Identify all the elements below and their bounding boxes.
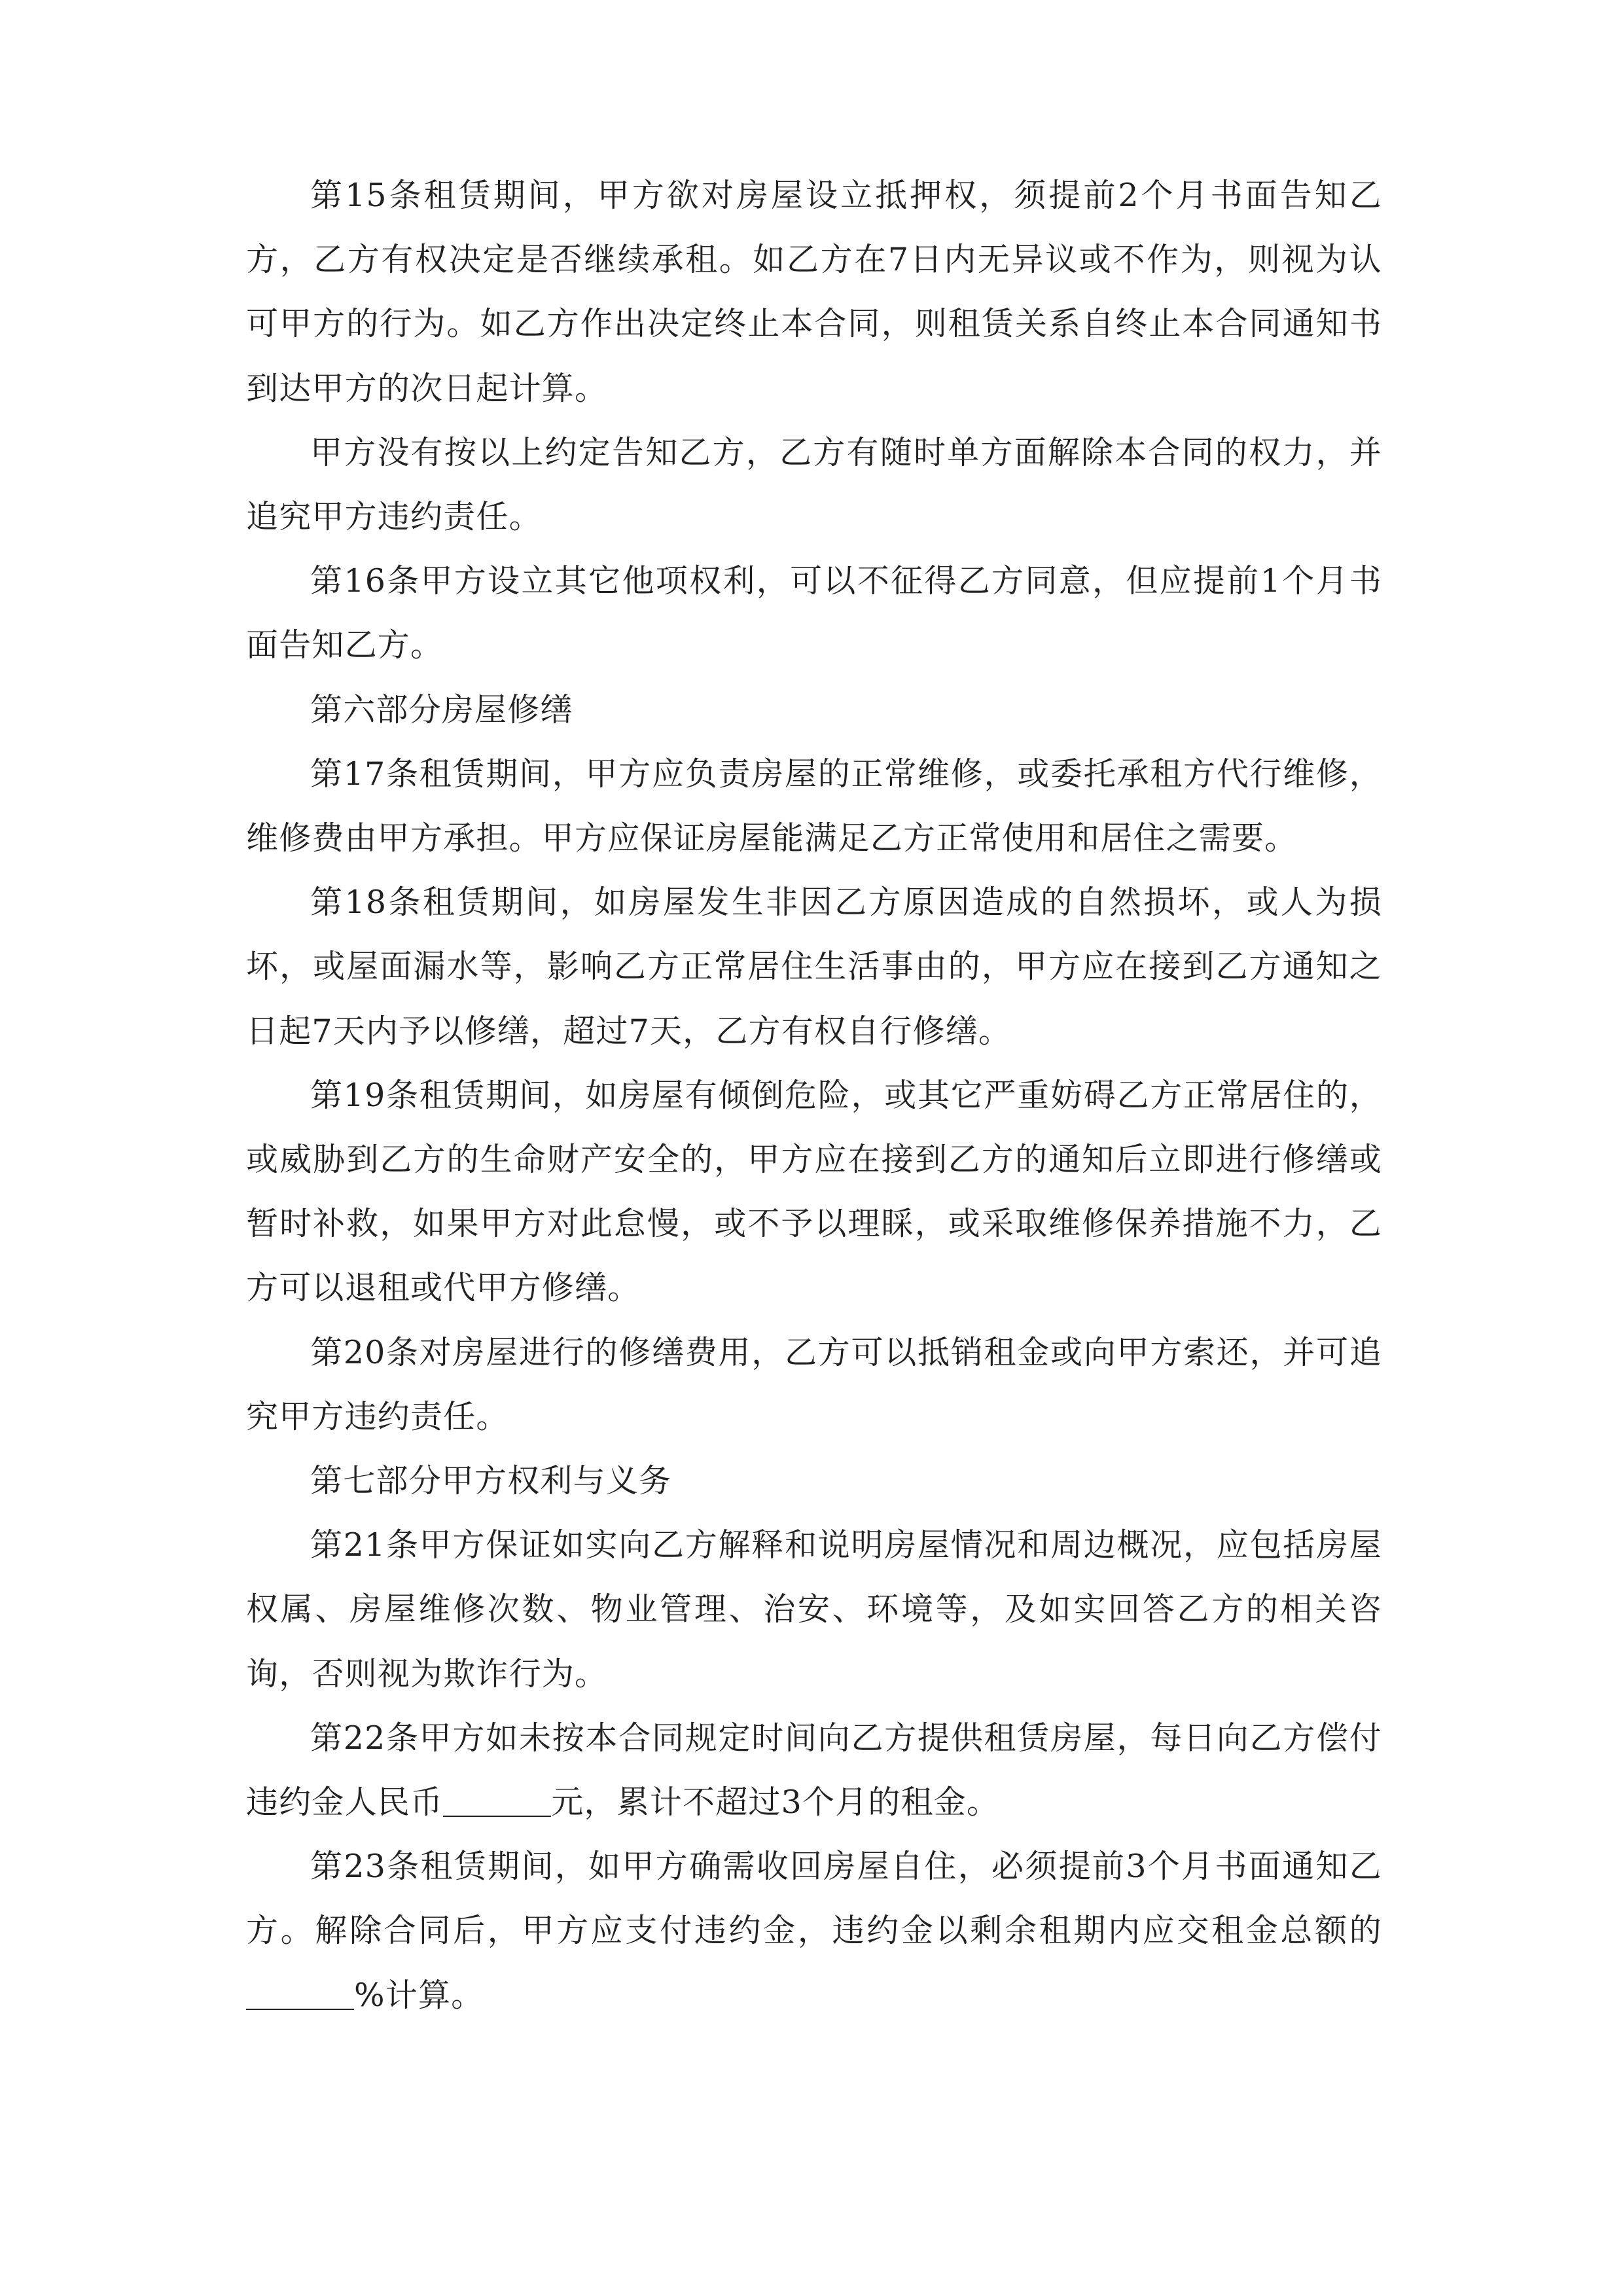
contract-body (246, 164, 1382, 2028)
penalty-amount-blank (443, 1784, 551, 1817)
paragraph-article-17: 第17条租赁期间，甲方应负责房屋的正常维修，或委托承租方代行维修，维修费由甲方承担。甲方应保证房屋能满足乙方正常使用和居住之需要。 (246, 755, 1382, 857)
paragraph-article-20: 第20条对房屋进行的修缮费用，乙方可以抵销租金或向甲方索还，并可追究甲方违约责任。 (246, 1333, 1382, 1435)
section-heading-part-6: 第六部分房屋修缮 (310, 691, 573, 728)
article-23-text-after: %计算。 (354, 1976, 484, 2014)
section-heading-part-7: 第七部分甲方权利与义务 (310, 1462, 672, 1500)
paragraph-article-21: 第21条甲方保证如实向乙方解释和说明房屋情况和周边概况，应包括房屋权属、房屋维修次数、物业管理、治安、环境等，及如实回答乙方的相关咨询，否则视为欺诈行为。 (246, 1526, 1382, 1693)
paragraph-article-15-note: 甲方没有按以上约定告知乙方，乙方有随时单方面解除本合同的权力，并追究甲方违约责任。 (246, 433, 1382, 536)
paragraph-article-23 (246, 1835, 1382, 2028)
paragraph-article-15: 第15条租赁期间，甲方欲对房屋设立抵押权，须提前2个月书面告知乙方，乙方有权决定是否继续承租。如乙方在7日内无异议或不作为，则视为认可甲方的行为。如乙方作出决定终止本合同，则租赁关系自终止本合同通知书到达甲方的次日起计算。 (246, 177, 1382, 407)
paragraph-article-19: 第19条租赁期间，如房屋有倾倒危险，或其它严重妨碍乙方正常居住的，或威胁到乙方的生命财产安全的，甲方应在接到乙方的通知后立即进行修缮或暂时补救，如果甲方对此怠慢，或不予以理睬，或采取维修保养措施不力，乙方可以退租或代甲方修缮。 (246, 1076, 1382, 1307)
article-23-text-before: 第23条租赁期间，如甲方确需收回房屋自住，必须提前3个月书面通知乙方。解除合同后，甲方应支付违约金，违约金以剩余租期内应交租金总额的 (246, 1848, 1382, 1950)
article-22-text-before: 第22条甲方如未按本合同规定时间向乙方提供租赁房屋，每日向乙方偿付违约金人民币 (246, 1719, 1382, 1821)
penalty-percent-blank (246, 1977, 354, 2010)
paragraph-article-16: 第16条甲方设立其它他项权利，可以不征得乙方同意，但应提前1个月书面告知乙方。 (246, 562, 1382, 664)
paragraph-article-18: 第18条租赁期间，如房屋发生非因乙方原因造成的自然损坏，或人为损坏，或屋面漏水等，影响乙方正常居住生活事由的，甲方应在接到乙方通知之日起7天内予以修缮，超过7天，乙方有权自行修缮。 (246, 884, 1382, 1050)
article-22-text-after: 元，累计不超过3个月的租金。 (551, 1784, 1000, 1821)
paragraph-article-22 (246, 1706, 1382, 1835)
